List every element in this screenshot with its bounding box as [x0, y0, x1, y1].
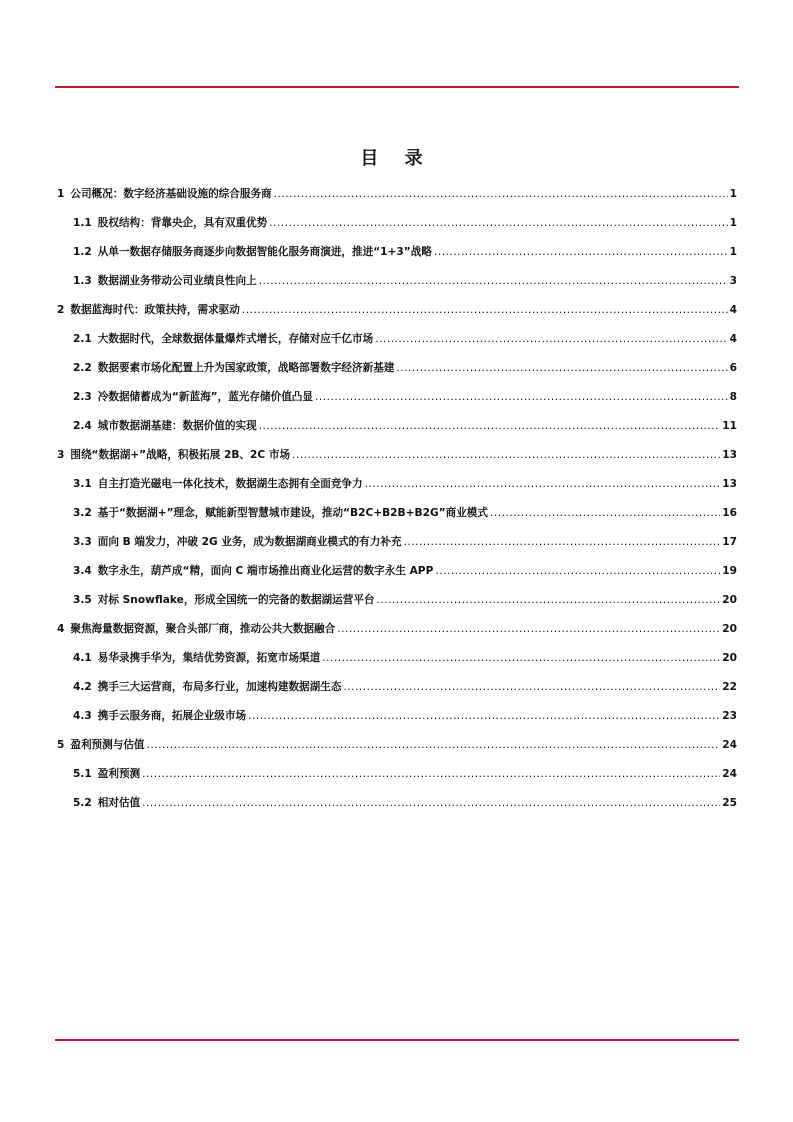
toc-entry[interactable]	[57, 621, 737, 650]
toc-entry[interactable]	[57, 360, 737, 389]
toc-entry-number: 5.2	[73, 797, 92, 809]
toc-entry-page: 13	[722, 449, 737, 461]
toc-entry[interactable]	[57, 389, 737, 418]
toc-dot-leader	[269, 217, 727, 229]
toc-entry[interactable]	[57, 418, 737, 447]
toc-entry-number: 1	[57, 188, 65, 200]
toc-entry[interactable]	[57, 244, 737, 273]
toc-dot-leader	[365, 478, 721, 490]
toc-entry-title: 大数据时代，全球数据体量爆炸式增长，存储对应千亿市场	[97, 333, 374, 345]
toc-entry-title: 盈利预测	[97, 768, 141, 780]
toc-entry[interactable]	[57, 592, 737, 621]
toc-entry-page: 4	[729, 333, 737, 345]
toc-entry-number: 4.2	[73, 681, 92, 693]
toc-entry-page: 13	[722, 478, 737, 490]
toc-entry-number: 4.1	[73, 652, 92, 664]
toc-entry[interactable]	[57, 273, 737, 302]
toc-entry-title: 面向 B 端发力，冲破 2G 业务，成为数据湖商业模式的有力补充	[97, 536, 402, 548]
toc-entry-number: 2.3	[73, 391, 92, 403]
toc-dot-leader	[259, 275, 728, 287]
toc-entry-page: 23	[722, 710, 737, 722]
toc-entry-title: 聚焦海量数据资源，聚合头部厂商，推动公共大数据融合	[70, 623, 336, 635]
toc-entry-number: 4	[57, 623, 65, 635]
toc-entry-title: 从单一数据存储服务商逐步向数据智能化服务商演进，推进“1+3”战略	[97, 246, 432, 258]
toc-entry-number: 5.1	[73, 768, 92, 780]
toc-dot-leader	[322, 652, 720, 664]
toc-entry-page: 1	[729, 246, 737, 258]
toc-dot-leader	[248, 710, 720, 722]
toc-entry-number: 1.3	[73, 275, 92, 287]
toc-entry[interactable]	[57, 650, 737, 679]
toc-entry-title: 携手云服务商，拓展企业级市场	[97, 710, 247, 722]
toc-entry-number: 3.2	[73, 507, 92, 519]
toc-entry-title: 携手三大运营商，布局多行业，加速构建数据湖生态	[97, 681, 342, 693]
toc-title: 目 录	[360, 148, 433, 169]
toc-entry-number: 4.3	[73, 710, 92, 722]
toc-entry[interactable]	[57, 186, 737, 215]
toc-entry-title: 围绕“数据湖+”战略，积极拓展 2B、2C 市场	[70, 449, 291, 461]
toc-dot-leader	[404, 536, 721, 548]
toc-dot-leader	[377, 594, 721, 606]
toc-entry-page: 24	[722, 739, 737, 751]
toc-entry[interactable]	[57, 476, 737, 505]
toc-dot-leader	[490, 507, 720, 519]
toc-entry-page: 20	[722, 594, 737, 606]
toc-dot-leader	[315, 391, 728, 403]
toc-entry-page: 25	[722, 797, 737, 809]
toc-entry-title: 数据湖业务带动公司业绩良性向上	[97, 275, 257, 287]
toc-dot-leader	[396, 362, 727, 374]
header-rule	[55, 86, 739, 88]
toc-entry-number: 5	[57, 739, 65, 751]
toc-entry-page: 11	[722, 420, 737, 432]
toc-entry-page: 1	[729, 217, 737, 229]
toc-entry[interactable]	[57, 215, 737, 244]
toc-entry[interactable]	[57, 534, 737, 563]
toc-entry-number: 2.4	[73, 420, 92, 432]
toc-entry-page: 3	[729, 275, 737, 287]
toc-entry-number: 3.1	[73, 478, 92, 490]
toc-entry-title: 数字永生，葫芦成“精，面向 C 端市场推出商业化运营的数字永生 APP	[97, 565, 434, 577]
toc-dot-leader	[434, 246, 728, 258]
toc-entry[interactable]	[57, 447, 737, 476]
toc-entry-number: 3.5	[73, 594, 92, 606]
toc-entry-page: 4	[729, 304, 737, 316]
toc-entry-title: 城市数据湖基建：数据价值的实现	[97, 420, 257, 432]
toc-entry[interactable]	[57, 563, 737, 592]
toc-entry-title: 自主打造光磁电一体化技术，数据湖生态拥有全面竞争力	[97, 478, 363, 490]
toc-entry[interactable]	[57, 795, 737, 824]
toc-entry-number: 3	[57, 449, 65, 461]
toc-entry-page: 22	[722, 681, 737, 693]
toc-entry-number: 1.2	[73, 246, 92, 258]
toc-entry-title: 冷数据储蓄成为“新蓝海”，蓝光存储价值凸显	[97, 391, 313, 403]
toc-entry-title: 股权结构：背靠央企，具有双重优势	[97, 217, 268, 229]
toc-entry[interactable]	[57, 302, 737, 331]
toc-entry-page: 6	[729, 362, 737, 374]
toc-entry-number: 3.4	[73, 565, 92, 577]
toc-dot-leader	[259, 420, 721, 432]
toc-entry-title: 盈利预测与估值	[70, 739, 145, 751]
toc-dot-leader	[337, 623, 720, 635]
toc-entry-page: 20	[722, 652, 737, 664]
toc-entry[interactable]	[57, 331, 737, 360]
toc-entry[interactable]	[57, 708, 737, 737]
toc-entry-title: 公司概况：数字经济基础设施的综合服务商	[70, 188, 272, 200]
toc-dot-leader	[292, 449, 720, 461]
toc-entry-page: 20	[722, 623, 737, 635]
toc-entry-number: 3.3	[73, 536, 92, 548]
toc-entry-page: 19	[722, 565, 737, 577]
toc-entry[interactable]	[57, 505, 737, 534]
toc-entry-page: 17	[722, 536, 737, 548]
toc-entry-title: 对标 Snowflake，形成全国统一的完备的数据湖运营平台	[97, 594, 375, 606]
toc-dot-leader	[142, 768, 720, 780]
toc-entry-title: 易华录携手华为，集结优势资源，拓宽市场渠道	[97, 652, 321, 664]
toc-entry-number: 1.1	[73, 217, 92, 229]
toc-dot-leader	[242, 304, 728, 316]
toc-dot-leader	[375, 333, 727, 345]
toc-entry-number: 2.1	[73, 333, 92, 345]
toc-entry[interactable]	[57, 737, 737, 766]
toc-entry-title: 相对估值	[97, 797, 141, 809]
toc-dot-leader	[274, 188, 728, 200]
footer-rule	[55, 1039, 739, 1041]
toc-dot-leader	[147, 739, 721, 751]
toc-entry-title: 基于“数据湖+”理念，赋能新型智慧城市建设，推动“B2C+B2B+B2G”商业模式	[97, 507, 488, 519]
toc-dot-leader	[343, 681, 720, 693]
toc-dot-leader	[142, 797, 720, 809]
table-of-contents	[57, 186, 737, 824]
toc-entry-number: 2.2	[73, 362, 92, 374]
toc-entry-number: 2	[57, 304, 65, 316]
toc-entry-page: 8	[729, 391, 737, 403]
toc-entry-title: 数据蓝海时代：政策扶持，需求驱动	[70, 304, 240, 316]
toc-entry-page: 16	[722, 507, 737, 519]
toc-entry-page: 1	[729, 188, 737, 200]
toc-entry-page: 24	[722, 768, 737, 780]
toc-entry[interactable]	[57, 679, 737, 708]
toc-entry-title: 数据要素市场化配置上升为国家政策，战略部署数字经济新基建	[97, 362, 395, 374]
toc-dot-leader	[435, 565, 720, 577]
toc-entry[interactable]	[57, 766, 737, 795]
